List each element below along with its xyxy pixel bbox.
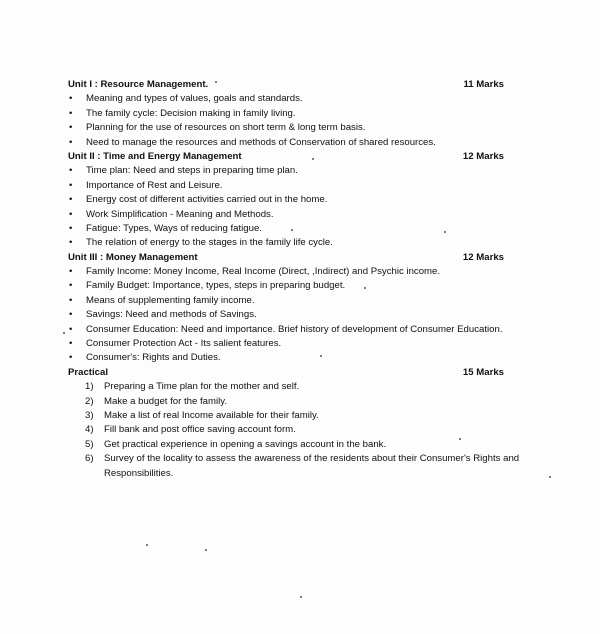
- item-number: 2): [85, 395, 94, 407]
- list-item: • Energy cost of different activities carried out in the home.: [68, 193, 528, 207]
- scan-speck: [549, 476, 551, 478]
- item-number: 3): [85, 410, 94, 422]
- list-item: • Work Simplification - Meaning and Methods.: [68, 208, 528, 222]
- list-item: 3) Make a list of real Income available for their family.: [68, 409, 528, 423]
- bullet-icon: •: [69, 323, 73, 335]
- list-item: • The family cycle: Decision making in family living.: [68, 107, 528, 121]
- bullet-icon: •: [69, 122, 73, 134]
- bullet-icon: •: [69, 309, 73, 321]
- bullet-icon: •: [69, 280, 73, 292]
- unit-3-title: Unit III : Money Management: [68, 251, 198, 263]
- bullet-icon: •: [69, 222, 73, 234]
- list-item: • Planning for the use of resources on short term & long term basis.: [68, 121, 528, 135]
- unit-3-marks: 12 Marks: [462, 251, 504, 263]
- unit-1-heading: [68, 78, 528, 92]
- practical-list: [68, 380, 528, 481]
- bullet-icon: •: [69, 352, 73, 364]
- list-item: • Consumer's: Rights and Duties.: [68, 351, 528, 365]
- unit-1-marks: 11 Marks: [463, 79, 504, 90]
- list-item: • Time plan: Need and steps in preparing time plan.: [68, 164, 528, 178]
- list-item: 2) Make a budget for the family.: [68, 395, 528, 409]
- unit-1-topics: [68, 92, 528, 150]
- unit-2-heading: [68, 150, 528, 164]
- scan-speck: [291, 229, 293, 231]
- list-item: • Consumer Education: Need and importance. Brief history of development of Consumer Education.: [68, 323, 528, 337]
- practical-heading: [68, 366, 528, 380]
- scan-speck: [459, 438, 461, 440]
- unit-3-topics: [68, 265, 528, 366]
- bullet-icon: •: [69, 165, 73, 177]
- unit-2-topics: [68, 164, 528, 250]
- scan-speck: [364, 287, 366, 289]
- item-number: 6): [85, 453, 94, 465]
- bullet-icon: •: [69, 136, 73, 148]
- list-item: • Means of supplementing family income.: [68, 294, 528, 308]
- bullet-icon: •: [69, 194, 73, 206]
- list-item: 1) Preparing a Time plan for the mother and self.: [68, 380, 528, 394]
- scan-speck: [215, 81, 217, 83]
- list-item: • Consumer Protection Act - Its salient features.: [68, 337, 528, 351]
- practical-marks: 15 Marks: [462, 366, 504, 378]
- unit-1-title: Unit I : Resource Management.: [68, 79, 209, 90]
- unit-3-heading: [68, 251, 528, 265]
- scan-speck: [146, 544, 148, 546]
- scan-speck: [444, 231, 446, 233]
- scan-speck: [63, 332, 65, 334]
- list-item: • Family Income: Money Income, Real Income (Direct, ,Indirect) and Psychic income.: [68, 265, 528, 279]
- list-item: 4) Fill bank and post office saving account form.: [68, 423, 528, 437]
- scan-speck: [312, 158, 314, 160]
- bullet-icon: •: [69, 208, 73, 220]
- bullet-icon: •: [69, 294, 73, 306]
- bullet-icon: •: [69, 107, 73, 119]
- bullet-icon: •: [69, 338, 73, 350]
- list-item: • Family Budget: Importance, types, steps in preparing budget.: [68, 279, 528, 293]
- practical-title: Practical: [68, 366, 109, 378]
- list-item: • Importance of Rest and Leisure.: [68, 179, 528, 193]
- syllabus-content: [68, 78, 528, 481]
- item-number: 1): [85, 381, 94, 393]
- list-item: • The relation of energy to the stages in the family life cycle.: [68, 236, 528, 250]
- scan-speck: [320, 355, 322, 357]
- list-item: 6) Survey of the locality to assess the awareness of the residents about their Consumer's Rights and Responsibilities.: [85, 453, 520, 479]
- bullet-icon: •: [69, 266, 73, 278]
- scan-speck: [300, 596, 302, 598]
- bullet-icon: •: [69, 179, 73, 191]
- bullet-icon: •: [69, 93, 73, 105]
- list-item: 5) Get practical experience in opening a savings account in the bank.: [68, 438, 528, 452]
- unit-2-title: Unit II : Time and Energy Management: [68, 150, 242, 162]
- list-item: • Savings: Need and methods of Savings.: [68, 308, 528, 322]
- list-item: • Fatigue: Types, Ways of reducing fatigue.: [68, 222, 528, 236]
- item-number: 5): [85, 438, 94, 450]
- list-item: • Need to manage the resources and methods of Conservation of shared resources.: [68, 136, 528, 150]
- unit-2-marks: 12 Marks: [462, 150, 504, 162]
- scan-speck: [205, 549, 207, 551]
- bullet-icon: •: [69, 237, 73, 249]
- item-number: 4): [85, 424, 94, 436]
- list-item: • Meaning and types of values, goals and standards.: [68, 92, 528, 106]
